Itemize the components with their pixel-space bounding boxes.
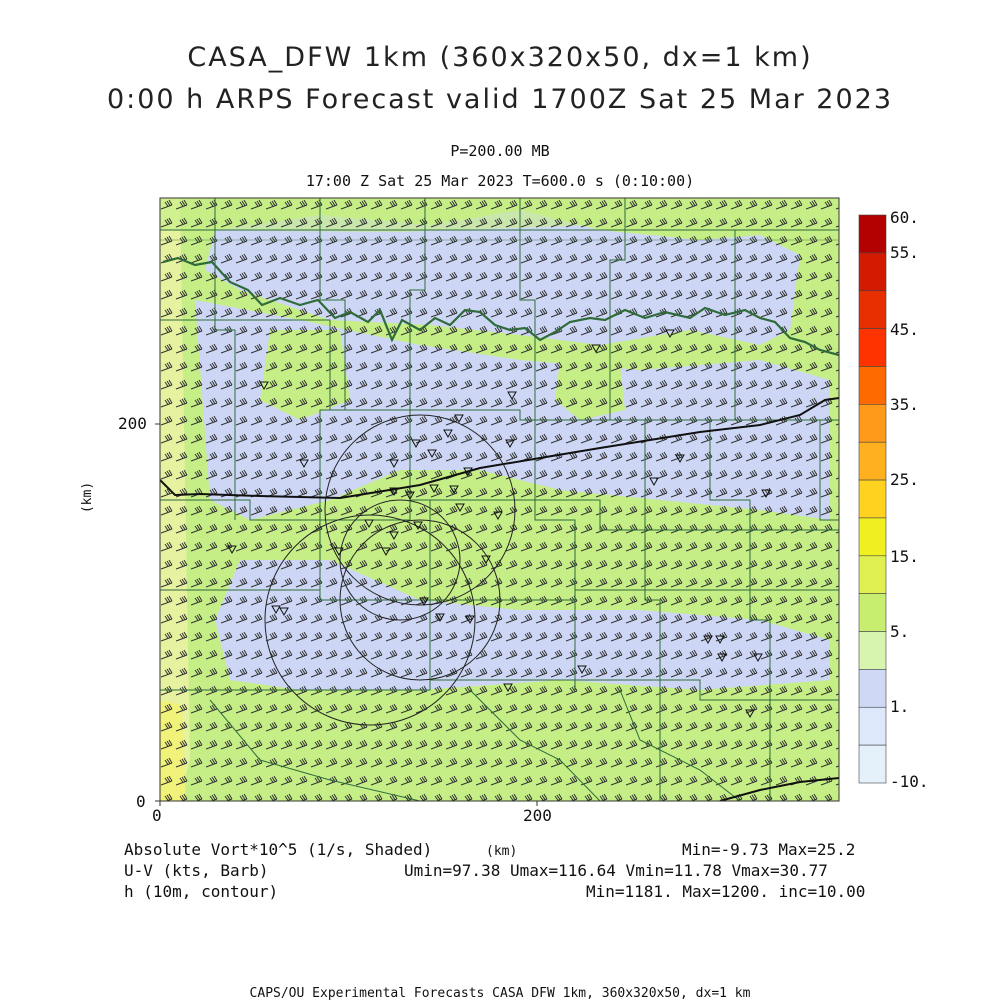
colorbar-swatch [859, 291, 886, 329]
colorbar-swatch [859, 480, 886, 518]
legend-height: h (10m, contour) [124, 882, 279, 901]
legend-wind: U-V (kts, Barb) [124, 861, 269, 880]
colorbar-swatch [859, 442, 886, 480]
colorbar-label: 1. [890, 697, 910, 716]
colorbar-label: 60. [890, 208, 919, 227]
colorbar-label: 35. [890, 395, 919, 414]
colorbar-label: 15. [890, 547, 919, 566]
valid-time-label: 17:00 Z Sat 25 Mar 2023 T=600.0 s (0:10:00) [305, 172, 695, 190]
colorbar-swatch [859, 632, 886, 670]
y-axis-label: (km) [80, 481, 96, 514]
colorbar-label: 25. [890, 470, 919, 489]
colorbar-label: 45. [890, 320, 919, 339]
colorbar-swatch [859, 707, 886, 745]
x-axis-label: (km) [486, 844, 518, 859]
colorbar-swatch [859, 366, 886, 404]
stats-wind: Umin=97.38 Umax=116.64 Vmin=11.78 Vmax=30.77 [404, 861, 828, 880]
stats-height: Min=1181. Max=1200. inc=10.00 [586, 882, 866, 901]
colorbar [859, 215, 886, 783]
figure-title-line2: 0:00 h ARPS Forecast valid 1700Z Sat 25 Mar 2023 [106, 84, 894, 115]
colorbar-label: 55. [890, 243, 919, 262]
colorbar-swatch [859, 215, 886, 253]
colorbar-swatch [859, 253, 886, 291]
colorbar-swatch [859, 669, 886, 707]
colorbar-label: -10. [890, 772, 929, 791]
legend-vorticity: Absolute Vort*10^5 (1/s, Shaded) [124, 840, 433, 859]
figure-title-line1: CASA_DFW 1km (360x320x50, dx=1 km) [187, 42, 813, 73]
colorbar-swatch [859, 556, 886, 594]
colorbar-swatch [859, 745, 886, 783]
footer-credit: CAPS/OU Experimental Forecasts CASA DFW 1km, 360x320x50, dx=1 km [249, 986, 751, 1001]
stats-vorticity: Min=-9.73 Max=25.2 [682, 840, 856, 859]
x-tick-0: 0 [152, 806, 162, 825]
colorbar-swatch [859, 594, 886, 632]
y-tick-0: 0 [136, 792, 146, 811]
colorbar-label: 5. [890, 622, 910, 641]
y-tick-200: 200 [118, 414, 147, 433]
colorbar-swatch [859, 329, 886, 367]
colorbar-swatch [859, 518, 886, 556]
colorbar-swatch [859, 404, 886, 442]
pressure-level-label: P=200.00 MB [450, 142, 550, 160]
x-tick-200: 200 [523, 806, 552, 825]
